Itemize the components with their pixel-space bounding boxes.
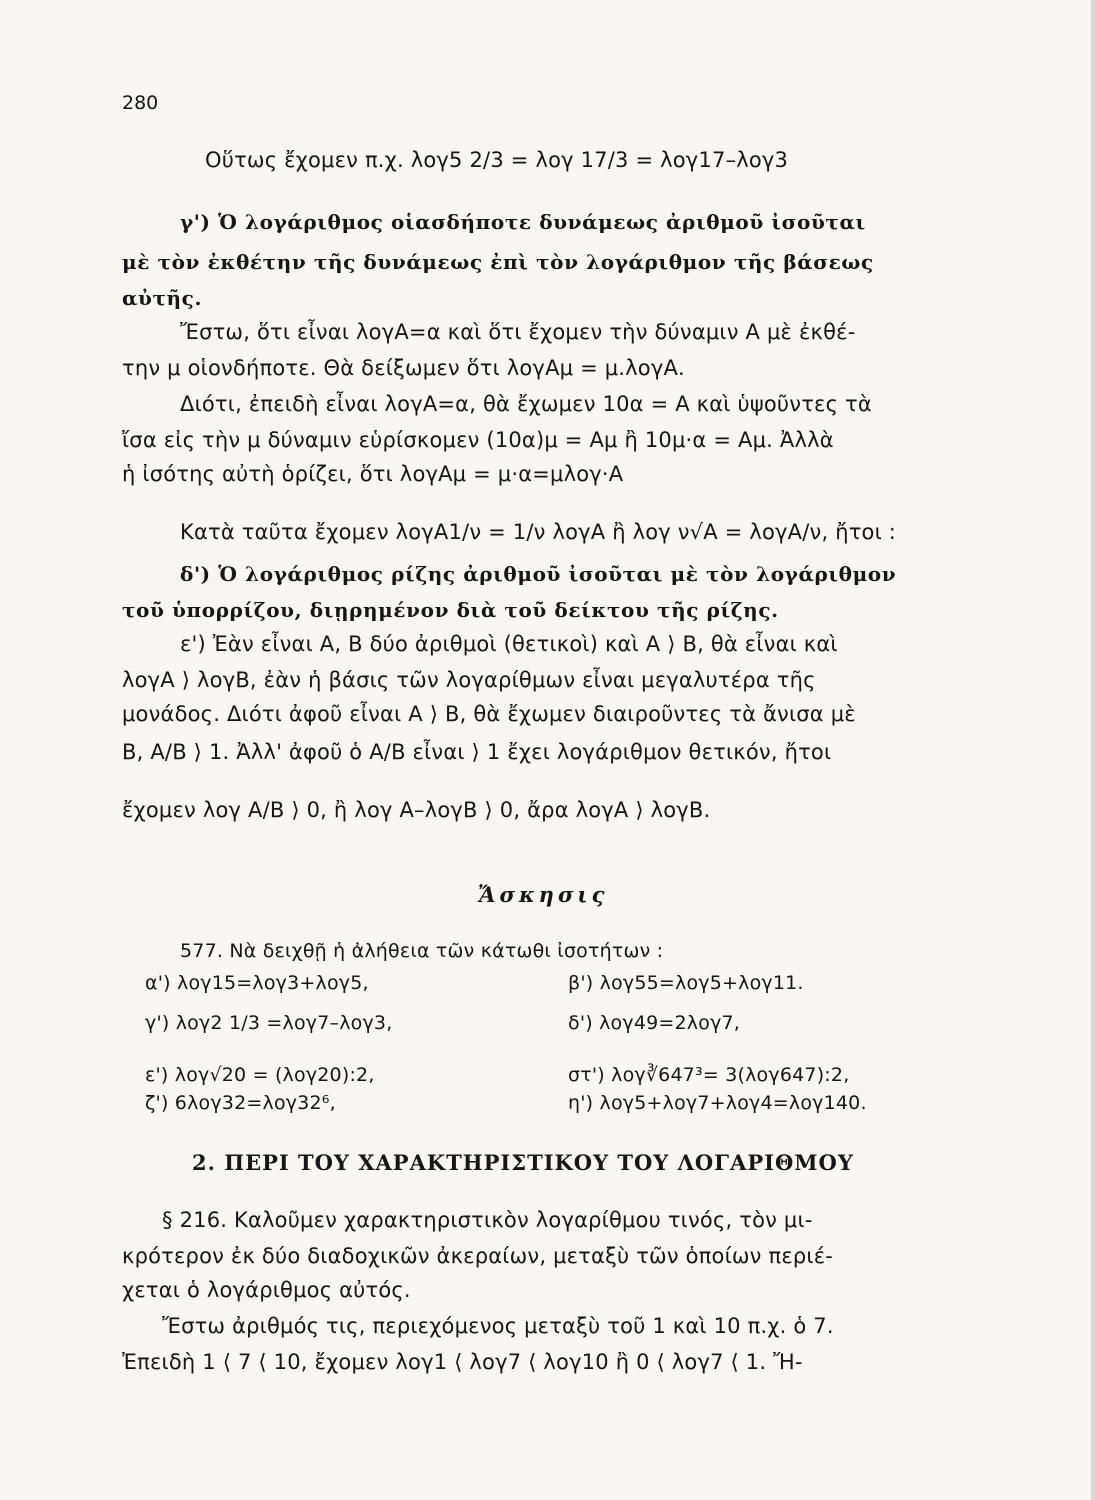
page-edge-shadow [1091,0,1095,1500]
text-line-1: Οὕτως ἔχομεν π.χ. λογ5 2/3 = λογ 17/3 = λογ17–λογ3 [205,148,789,172]
section-line-3: χεται ὁ λογάριθμος αὐτός. [122,1278,411,1302]
theorem-epsilon-line-5: ἔχομεν λογ Α/Β ⟩ 0, ἢ λογ Α–λογΒ ⟩ 0, ἄρα λογΑ ⟩ λογΒ. [122,798,711,822]
section-line-2: κρότερον ἐκ δύο διαδοχικῶν ἀκεραίων, μεταξὺ τῶν ὁποίων περιέ- [122,1244,834,1268]
exercise-item-alpha: α') λογ15=λογ3+λογ5, [145,972,369,994]
theorem-delta-line-1: δ') Ὁ λογάριθμος ρίζης ἀριθμοῦ ἰσοῦται μὲ τὸν λογάριθμον [180,562,897,586]
exercise-item-delta: δ') λογ49=2λογ7, [568,1012,741,1034]
proof-line-4: ἴσα εἰς τὴν μ δύναμιν εὑρίσκομεν (10α)μ = Αμ ἢ 10μ·α = Αμ. Ἀλλὰ [122,428,834,452]
theorem-epsilon-line-4: Β, Α/Β ⟩ 1. Ἀλλ' ἀφοῦ ὁ Α/Β εἶναι ⟩ 1 ἔχει λογάριθμον θετικόν, ἤτοι [122,740,832,764]
proof-line-5: ἡ ἰσότης αὐτὴ ὁρίζει, ὅτι λογΑμ = μ·α=μλογ·Α [122,462,624,486]
theorem-epsilon-line-3: μονάδος. Διότι ἀφοῦ εἶναι Α ⟩ Β, θὰ ἔχωμεν διαιροῦντες τὰ ἄνισα μὲ [122,702,856,726]
theorem-epsilon-line-1: ε') Ἐὰν εἶναι Α, Β δύο ἀριθμοὶ (θετικοὶ) καὶ Α ⟩ Β, θὰ εἶναι καὶ [180,632,838,656]
section-heading: 2. ΠΕΡΙ ΤΟΥ ΧΑΡΑΚΤΗΡΙΣΤΙΚΟΥ ΤΟΥ ΛΟΓΑΡΙΘΜΟΥ [192,1150,854,1175]
exercise-item-gamma: γ') λογ2 1/3 =λογ7–λογ3, [145,1012,393,1034]
root-formula-line: Κατὰ ταῦτα ἔχομεν λογΑ1/ν = 1/ν λογΑ ἢ λογ ν√Α = λογΑ/ν, ἤτοι : [180,520,897,544]
proof-line-2: την μ οἱονδήποτε. Θὰ δείξωμεν ὅτι λογΑμ = μ.λογΑ. [122,356,685,380]
exercise-item-epsilon: ε') λογ√20 = (λογ20):2, [145,1064,375,1086]
page-number: 280 [122,92,159,114]
proof-line-1: Ἔστω, ὅτι εἶναι λογΑ=α καὶ ὅτι ἔχομεν τὴν δύναμιν Α μὲ ἐκθέ- [180,320,856,344]
section-line-4: Ἔστω ἀριθμός τις, περιεχόμενος μεταξὺ τοῦ 1 καὶ 10 π.χ. ὁ 7. [162,1314,834,1338]
theorem-delta-line-2: τοῦ ὑπορρίζου, διῃρημένον διὰ τοῦ δείκτου τῆς ρίζης. [122,598,779,622]
exercise-item-zeta: ζ') 6λογ32=λογ32⁶, [145,1092,336,1114]
exercise-item-eta: η') λογ5+λογ7+λογ4=λογ140. [568,1092,867,1114]
section-line-5: Ἐπειδὴ 1 ⟨ 7 ⟨ 10, ἔχομεν λογ1 ⟨ λογ7 ⟨ λογ10 ἢ 0 ⟨ λογ7 ⟨ 1. Ἤ- [122,1350,803,1374]
theorem-gamma-line-3: αὐτῆς. [122,286,203,310]
theorem-gamma-line-2: μὲ τὸν ἐκθέτην τῆς δυνάμεως ἐπὶ τὸν λογάριθμον τῆς βάσεως [122,250,874,274]
exercise-title: Ἄσκησις [478,882,609,907]
theorem-gamma-line-1: γ') Ὁ λογάριθμος οἱασδήποτε δυνάμεως ἀριθμοῦ ἰσοῦται [180,210,866,234]
exercise-item-beta: β') λογ55=λογ5+λογ11. [568,972,804,994]
exercise-item-sigma-tau: στ') λογ∛647³= 3(λογ647):2, [568,1064,850,1086]
proof-line-3: Διότι, ἐπειδὴ εἶναι λογΑ=α, θὰ ἔχωμεν 10α = Α καὶ ὑψοῦντες τὰ [180,392,872,416]
exercise-intro: 577. Νὰ δειχθῇ ἡ ἀλήθεια τῶν κάτωθι ἰσοτήτων : [180,940,664,962]
theorem-epsilon-line-2: λογΑ ⟩ λογΒ, ἐὰν ἡ βάσις τῶν λογαρίθμων εἶναι μεγαλυτέρα τῆς [122,668,816,692]
section-line-1: § 216. Καλοῦμεν χαρακτηριστικὸν λογαρίθμου τινός, τὸν μι- [162,1208,813,1232]
